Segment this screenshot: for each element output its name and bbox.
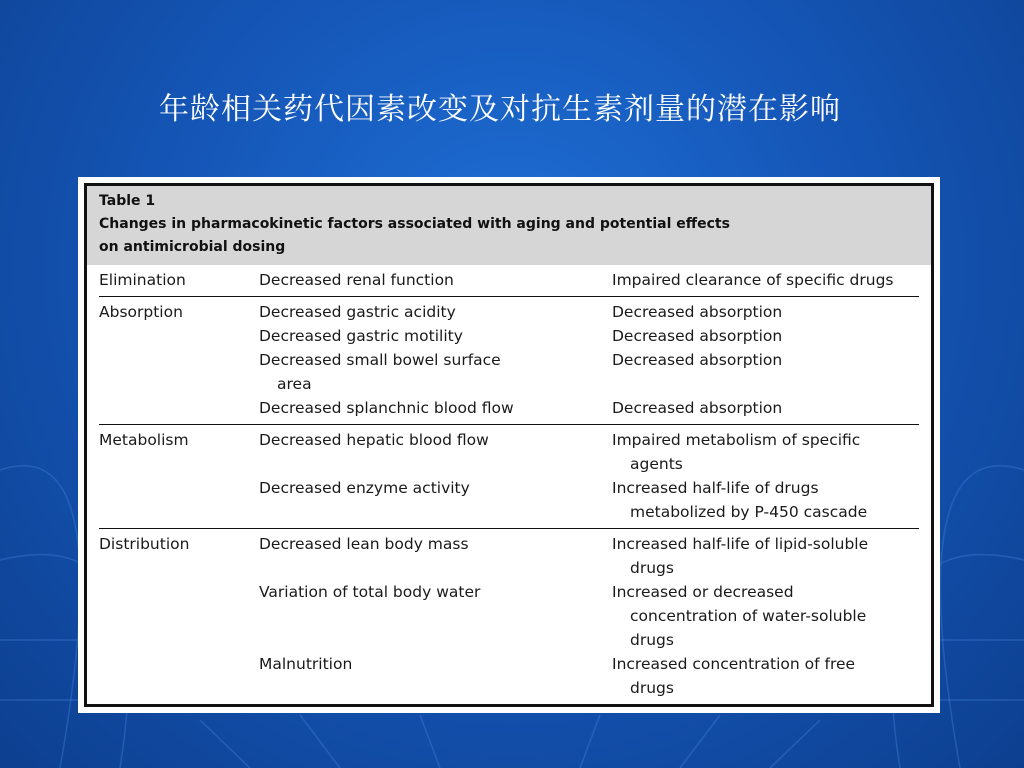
change-text: area	[277, 375, 312, 393]
factor-cell: Absorption	[99, 303, 183, 321]
change-text	[259, 556, 612, 580]
effect-text	[612, 372, 919, 396]
effect-text: drugs	[630, 631, 674, 649]
effect-text: Increased half-life of lipid-soluble	[612, 535, 869, 553]
effect-text: metabolized by P-450 cascade	[630, 503, 868, 521]
effect-item	[612, 532, 919, 580]
table-caption-line: on antimicrobial dosing	[99, 239, 286, 255]
effect-cell	[612, 268, 919, 292]
effect-cell	[612, 428, 919, 524]
change-cell	[259, 428, 612, 524]
effect-item	[612, 324, 919, 348]
table-figure	[78, 177, 940, 713]
effect-text: agents	[630, 455, 683, 473]
table-caption-line: Changes in pharmacokinetic factors associated with aging and potential effects	[99, 216, 730, 232]
change-text: Decreased splanchnic blood flow	[259, 399, 514, 417]
effect-item	[612, 652, 919, 700]
effect-text: Decreased absorption	[612, 303, 783, 321]
change-cell	[259, 268, 612, 292]
table-row	[99, 425, 919, 529]
effect-text: drugs	[630, 679, 674, 697]
change-text	[259, 604, 612, 628]
factor-cell: Distribution	[99, 535, 190, 553]
table-row	[99, 265, 919, 297]
effect-text: Increased half-life of drugs	[612, 479, 819, 497]
change-item	[259, 428, 612, 476]
effect-text: Decreased absorption	[612, 399, 783, 417]
change-text: Decreased enzyme activity	[259, 479, 470, 497]
table-label: Table 1	[99, 193, 156, 209]
change-item	[259, 476, 612, 524]
effect-cell	[612, 300, 919, 420]
effect-cell	[612, 532, 919, 700]
change-text: Decreased renal function	[259, 271, 454, 289]
change-text	[259, 500, 612, 524]
change-text: Decreased hepatic blood flow	[259, 431, 489, 449]
change-item	[259, 396, 612, 420]
effect-item	[612, 268, 919, 292]
effect-text: Increased concentration of free	[612, 655, 856, 673]
change-text: Decreased small bowel surface	[259, 351, 501, 369]
change-text	[259, 452, 612, 476]
effect-text: Impaired metabolism of specific	[612, 431, 861, 449]
change-item	[259, 580, 612, 652]
effect-text: Impaired clearance of specific drugs	[612, 271, 894, 289]
effect-item	[612, 300, 919, 324]
slide-title: 年龄相关药代因素改变及对抗生素剂量的潜在影响	[159, 92, 841, 127]
effect-item	[612, 476, 919, 524]
change-item	[259, 300, 612, 324]
table-row	[99, 529, 919, 704]
change-cell	[259, 300, 612, 420]
change-item	[259, 268, 612, 292]
change-text: Malnutrition	[259, 655, 353, 673]
change-text: Variation of total body water	[259, 583, 481, 601]
change-text	[259, 628, 612, 652]
change-item	[259, 652, 612, 700]
factor-cell: Metabolism	[99, 431, 189, 449]
change-text	[259, 676, 612, 700]
factor-cell: Elimination	[99, 271, 186, 289]
effect-text: concentration of water-soluble	[630, 607, 867, 625]
effect-item	[612, 396, 919, 420]
table-caption	[87, 186, 931, 265]
effect-text: Decreased absorption	[612, 327, 783, 345]
change-cell	[259, 532, 612, 700]
change-text: Decreased lean body mass	[259, 535, 469, 553]
effect-text: Increased or decreased	[612, 583, 794, 601]
change-item	[259, 324, 612, 348]
table-body	[87, 265, 931, 704]
effect-text: drugs	[630, 559, 674, 577]
effect-item	[612, 580, 919, 652]
table-row	[99, 297, 919, 425]
change-text: Decreased gastric motility	[259, 327, 463, 345]
effect-item	[612, 348, 919, 396]
effect-text: Decreased absorption	[612, 351, 783, 369]
table-border	[84, 183, 934, 707]
change-item	[259, 532, 612, 580]
change-text: Decreased gastric acidity	[259, 303, 456, 321]
effect-item	[612, 428, 919, 476]
change-item	[259, 348, 612, 396]
